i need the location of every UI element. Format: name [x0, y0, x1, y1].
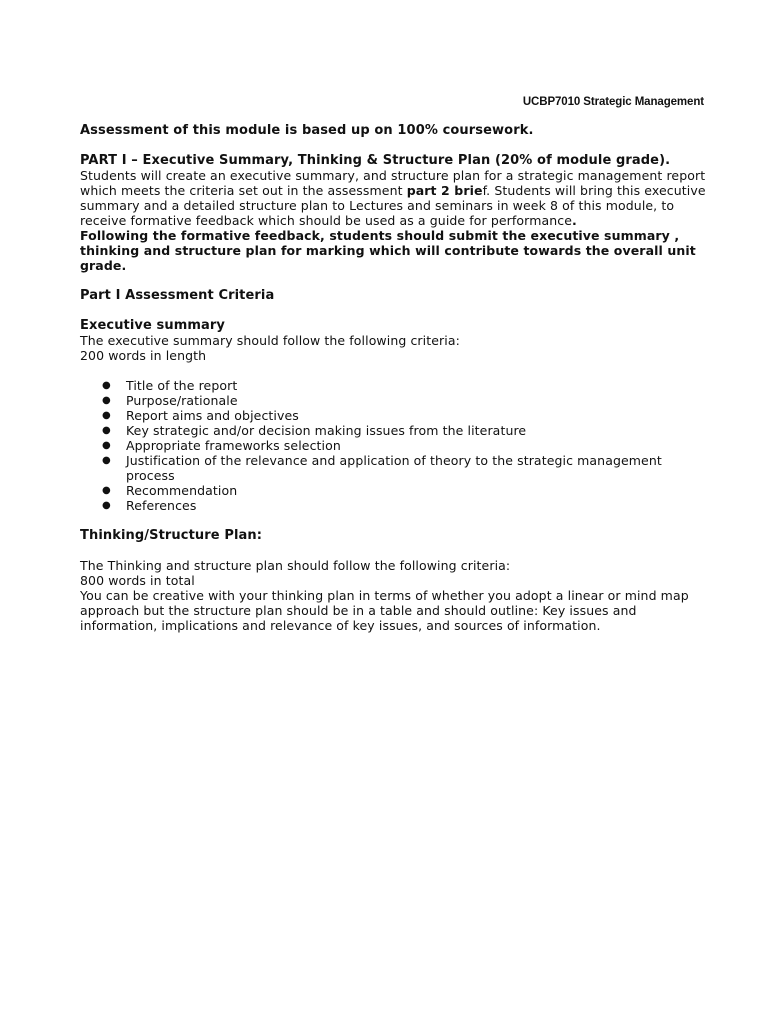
part1-description — [80, 168, 710, 228]
executive-summary-criteria-list — [80, 378, 710, 513]
list-item-label: Purpose/rationale — [126, 393, 238, 408]
thinking-plan-length: 800 words in total — [80, 573, 195, 588]
list-item-label: Justification of the relevance and application of theory to the strategic management process — [126, 453, 662, 483]
list-item-label: Appropriate frameworks selection — [126, 438, 341, 453]
bullet-icon: ● — [102, 440, 111, 451]
list-item — [80, 393, 710, 408]
spacer — [80, 513, 710, 528]
bullet-icon: ● — [102, 455, 111, 466]
criteria-heading: Part I Assessment Criteria — [80, 288, 275, 303]
course-header: UCBP7010 Strategic Management — [522, 96, 704, 108]
list-item-label: Report aims and objectives — [126, 408, 299, 423]
bullet-icon: ● — [102, 485, 111, 496]
bullet-icon: ● — [102, 425, 111, 436]
list-item — [80, 408, 710, 423]
list-item-label: Key strategic and/or decision making issues from the literature — [126, 423, 527, 438]
spacer — [80, 303, 710, 318]
list-item-label: Recommendation — [126, 483, 238, 498]
list-item — [80, 483, 710, 498]
spacer — [80, 543, 710, 558]
list-item — [80, 378, 710, 393]
list-item — [80, 498, 710, 513]
part1-submission-note: Following the formative feedback, students should submit the executive summary , thinking and structure plan for marking which will contribute towards the overall unit grade. — [80, 228, 696, 273]
bullet-icon: ● — [102, 380, 111, 391]
spacer — [80, 363, 710, 378]
spacer — [80, 273, 710, 288]
assessment-statement: Assessment of this module is based up on 100% coursework. — [80, 123, 534, 138]
executive-summary-length: 200 words in length — [80, 348, 207, 363]
list-item — [80, 423, 710, 438]
thinking-plan-heading: Thinking/Structure Plan: — [80, 528, 263, 543]
part1-title: PART I – Executive Summary, Thinking & Structure Plan (20% of module grade). — [80, 153, 671, 168]
part1-text-a: Students will create an executive summary, and structure plan for a strategic management report which meets the criteria set out in the assessment — [80, 168, 706, 198]
executive-summary-intro: The executive summary should follow the following criteria: — [80, 333, 460, 348]
bullet-icon: ● — [102, 410, 111, 421]
bullet-icon: ● — [102, 395, 111, 406]
list-item-label: Title of the report — [126, 378, 238, 393]
part1-text-b: f. Students will bring this executive summary and a detailed structure plan to Lectures and seminars in week 8 of this module, to receive formative feedback which should be used as a guide for performance — [80, 183, 706, 228]
spacer — [80, 138, 710, 153]
bullet-icon: ● — [102, 500, 111, 511]
list-item — [80, 438, 710, 453]
list-item-label: References — [126, 498, 197, 513]
part1-brief-reference: part 2 brie — [406, 183, 483, 198]
document-body — [80, 123, 710, 633]
list-item — [80, 453, 710, 483]
part1-period: . — [572, 213, 577, 228]
thinking-plan-guidance: You can be creative with your thinking plan in terms of whether you adopt a linear or mind map approach but the structure plan should be in a table and should outline: Key issues and information, implications and relevance of key issues, and sources of information. — [80, 588, 689, 633]
thinking-plan-intro: The Thinking and structure plan should follow the following criteria: — [80, 558, 511, 573]
executive-summary-heading: Executive summary — [80, 318, 225, 333]
